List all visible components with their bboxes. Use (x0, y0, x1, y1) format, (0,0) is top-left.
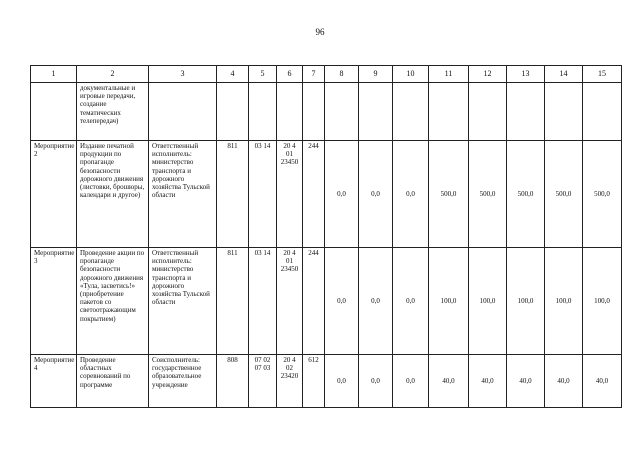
value-cell: 0,0 (325, 141, 359, 248)
value-cell: 500,0 (583, 141, 622, 248)
value-cell (469, 83, 507, 141)
col-header: 8 (325, 66, 359, 83)
executor-cell: Ответственный исполнитель: министерство транспорта и дорожного хозяйства Тульской области (149, 248, 217, 355)
code-cell: 244 (303, 248, 325, 355)
col-header: 4 (217, 66, 249, 83)
code-cell: 03 14 (249, 141, 277, 248)
col-header: 3 (149, 66, 217, 83)
table-row (31, 83, 622, 141)
value-cell (583, 83, 622, 141)
col-header: 14 (545, 66, 583, 83)
value-cell: 500,0 (429, 141, 469, 248)
code-cell (303, 83, 325, 141)
description-cell: Проведение акции по пропаганде безопасности дорожного движения «Тула, засветись!» (приобретение пакетов со светоотражающим покрытием) (77, 248, 149, 355)
description-cell: документальные и игровые передачи, создание тематических телепередач) (77, 83, 149, 141)
value-cell: 40,0 (545, 355, 583, 408)
code-cell: 244 (303, 141, 325, 248)
code-cell: 612 (303, 355, 325, 408)
col-header: 5 (249, 66, 277, 83)
value-cell: 40,0 (583, 355, 622, 408)
value-cell: 100,0 (469, 248, 507, 355)
code-cell (277, 83, 303, 141)
executor-cell: Ответственный исполнитель: министерство транспорта и дорожного хозяйства Тульской области (149, 141, 217, 248)
value-cell: 100,0 (507, 248, 545, 355)
code-cell (217, 83, 249, 141)
executor-cell: Соисполнитель: государственное образовательное учреждение (149, 355, 217, 408)
col-header: 12 (469, 66, 507, 83)
col-header: 10 (393, 66, 429, 83)
value-cell: 0,0 (325, 355, 359, 408)
value-cell: 40,0 (469, 355, 507, 408)
executor-cell (149, 83, 217, 141)
table-row (31, 248, 622, 355)
col-header: 13 (507, 66, 545, 83)
activity-cell: Мероприятие 3 (31, 248, 77, 355)
code-cell: 07 02 07 03 (249, 355, 277, 408)
code-cell (249, 83, 277, 141)
value-cell: 500,0 (507, 141, 545, 248)
value-cell (393, 83, 429, 141)
activity-cell (31, 83, 77, 141)
value-cell: 500,0 (469, 141, 507, 248)
value-cell: 0,0 (359, 141, 393, 248)
value-cell: 40,0 (429, 355, 469, 408)
code-cell: 20 4 01 23450 (277, 248, 303, 355)
description-cell: Издание печатной продукции по пропаганде безопасности дорожного движения (листовки, брошюры, календари и другое) (77, 141, 149, 248)
page-number: 96 (315, 27, 325, 37)
value-cell: 100,0 (429, 248, 469, 355)
table-row (31, 141, 622, 248)
value-cell: 40,0 (507, 355, 545, 408)
value-cell (359, 83, 393, 141)
value-cell (507, 83, 545, 141)
activity-cell: Мероприятие 4 (31, 355, 77, 408)
value-cell: 100,0 (583, 248, 622, 355)
value-cell (325, 83, 359, 141)
col-header: 11 (429, 66, 469, 83)
value-cell: 0,0 (393, 248, 429, 355)
code-cell: 03 14 (249, 248, 277, 355)
value-cell: 0,0 (325, 248, 359, 355)
value-cell: 0,0 (359, 355, 393, 408)
value-cell: 0,0 (393, 355, 429, 408)
value-cell: 0,0 (359, 248, 393, 355)
col-header: 2 (77, 66, 149, 83)
code-cell: 811 (217, 248, 249, 355)
code-cell: 20 4 02 23420 (277, 355, 303, 408)
code-cell: 20 4 01 23450 (277, 141, 303, 248)
table-row (31, 355, 622, 408)
col-header: 7 (303, 66, 325, 83)
value-cell: 100,0 (545, 248, 583, 355)
col-header: 6 (277, 66, 303, 83)
col-header: 9 (359, 66, 393, 83)
value-cell (545, 83, 583, 141)
description-cell: Проведение областных соревнований по программе (77, 355, 149, 408)
value-cell (429, 83, 469, 141)
col-header: 1 (31, 66, 77, 83)
value-cell: 500,0 (545, 141, 583, 248)
activity-cell: Мероприятие 2 (31, 141, 77, 248)
header-row (31, 66, 622, 83)
code-cell: 808 (217, 355, 249, 408)
value-cell: 0,0 (393, 141, 429, 248)
code-cell: 811 (217, 141, 249, 248)
program-table (30, 65, 622, 408)
col-header: 15 (583, 66, 622, 83)
